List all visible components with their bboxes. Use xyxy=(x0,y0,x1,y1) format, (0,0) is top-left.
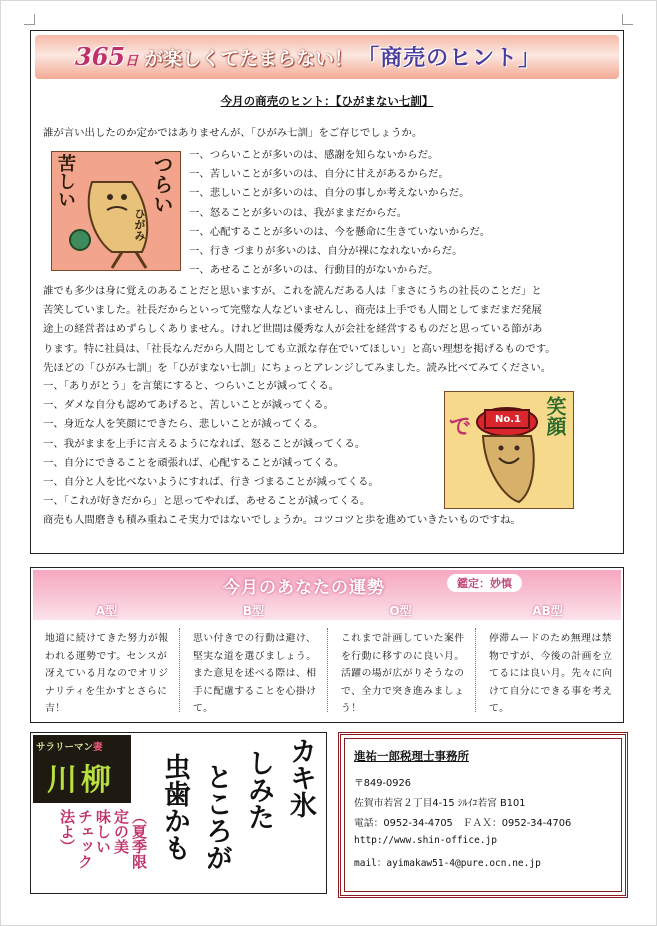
office-address: 佐賀市若宮２丁目4-15 ｼﾙｲｺ若宮 B101 xyxy=(354,798,526,809)
rule-item: 一、苦しいことが多いのは、自分に甘えがあるからだ。 xyxy=(189,168,449,181)
office-name: 進祐一郎税理士事務所 xyxy=(354,749,469,763)
blood-type-o: O型 xyxy=(389,604,412,618)
senryu-logo xyxy=(33,735,131,803)
rule-item: 一、怒ることが多いのは、我がままだからだ。 xyxy=(189,206,408,219)
illus-word-de: で xyxy=(449,415,472,440)
crop-mark xyxy=(24,14,35,25)
fortune-divider xyxy=(179,628,181,712)
business-hint-section xyxy=(30,30,624,554)
poem-line: カキ氷 xyxy=(285,737,316,818)
paragraph-line: 先ほどの「ひがみ七訓」を「ひがまない七訓」にちょっとアレンジしてみました。読み比べてみてください。 xyxy=(43,361,552,374)
poem-note: 定の美 xyxy=(112,809,130,854)
blood-type-tabs xyxy=(33,600,621,622)
rule2-item: 一、身近な人を笑顔にできたら、悲しいことが減ってくる。 xyxy=(43,418,324,431)
crop-mark xyxy=(622,14,633,25)
rule-item: 一、心配することが多いのは、今を懸命に生きていないからだ。 xyxy=(189,225,491,238)
intro-text: 誰が言い出したのか定かではありませんが、「ひがみ七訓」をご存じでしょうか。 xyxy=(43,127,423,139)
paragraph-line: 苦笑していました。社長だからといって完璧な人などいませんし、商売は上手でも人間としてまだまだ発展 xyxy=(43,304,542,317)
banner-hint: 「商売のヒント」 xyxy=(357,46,542,71)
poem-line: 虫歯かも xyxy=(159,753,190,861)
rule-item: 一、悲しいことが多いのは、自分の事しか考えないからだ。 xyxy=(189,187,470,200)
office-zip: 〒849-0926 xyxy=(354,778,411,789)
banner-day: 日 xyxy=(125,54,139,69)
fortune-reader: 鑑定：妙慎 xyxy=(447,574,522,592)
rule-item: 一、行き づまりが多いのは、自分が裸になれないからだ。 xyxy=(189,245,463,258)
poem-note: 法よ） xyxy=(58,809,76,854)
office-info xyxy=(338,732,628,898)
illus-word-egao: 笑顔 xyxy=(543,396,567,436)
fortune-text-a: 地道に続けてきた努力が報われる運勢です。センスが冴えている月なのでオリジナリティを生かすとさらに吉！ xyxy=(45,633,169,714)
higamanai-rules xyxy=(43,377,379,511)
senryu-heading: 川柳 xyxy=(47,763,115,798)
fortune-text-ab: 停滞ムードのため無理は禁物ですが、今後の計画を立てるには良い月。先々に向けて自分にできる事を考えて。 xyxy=(489,633,613,714)
poem-note: （夏季限 xyxy=(130,809,148,869)
rule-item: 一、つらいことが多いのは、感謝を知らないからだ。 xyxy=(189,149,439,161)
poem-line: ところが xyxy=(201,763,232,871)
title-banner xyxy=(35,35,619,79)
fortune-header xyxy=(33,570,621,620)
illus-word-tsurai: つらい xyxy=(150,154,174,214)
banner-number: 365 xyxy=(75,42,126,71)
blood-type-ab: AB型 xyxy=(532,604,563,618)
blood-type-a: A型 xyxy=(95,604,118,618)
senryu-sub-a: サラリーマン xyxy=(36,742,94,753)
fortune-title: 今月のあなたの運勢 xyxy=(223,578,385,598)
illus-word-higami: ひがみ xyxy=(133,208,146,241)
hint-title: 今月の商売のヒント：【ひがまない七訓】 xyxy=(220,94,434,108)
rule2-item: 一、我がままを上手に言えるようになれば、怒ることが減ってくる。 xyxy=(43,437,366,450)
closing-text: 商売も人間磨きも積み重ねこそ実力ではないでしょうか。コツコツと歩を進めていきたいものですね。 xyxy=(43,514,521,526)
rule-item: 一、あせることが多いのは、行動目的がないからだ。 xyxy=(189,264,439,277)
blood-type-b: B型 xyxy=(242,604,265,618)
senryu-sub-b: 妻 xyxy=(93,742,103,753)
office-email[interactable]: mail：ayimakaw51-4@pure.ocn.ne.jp xyxy=(354,858,541,869)
fortune-text-b: 思い付きでの行動は避け、堅実な道を選びましょう。また意見を述べる際は、相手に配慮することを心掛けて。 xyxy=(193,633,317,714)
rule2-item: 一、ダメな自分も認めてあげると、苦しいことが減ってくる。 xyxy=(43,399,334,412)
higami-rules xyxy=(189,146,490,280)
rule2-item: 一、自分と人を比べないようにすれば、行き づまることが減ってくる。 xyxy=(43,476,379,489)
banner-phrase: が楽しくてたまらない！ xyxy=(144,48,354,70)
illus-word-kurushii: 苦しい xyxy=(55,154,76,208)
paragraph-line: 途上の経営者はめずらしくありません。けれど世間は優秀な人が会社を経営するものだと思っている節があ xyxy=(43,323,543,336)
illus-word-no1: No.1 xyxy=(495,414,521,425)
paragraph-line: ります。特に社員は、「社長なんだから人間としても立派な存在でいてほしい」と高い理想を掲げるものです。 xyxy=(43,342,556,355)
fortune-divider xyxy=(327,628,329,712)
rule2-item: 一、自分にできることを頑張れば、心配することが減ってくる。 xyxy=(43,456,345,469)
rule2-item: 一、「ありがとう」を言葉にすると、つらいことが減ってくる。 xyxy=(43,380,340,392)
fortune-section xyxy=(30,567,624,723)
smile-illustration xyxy=(444,391,574,509)
senryu-subtitle xyxy=(36,739,103,753)
fortune-divider xyxy=(475,628,477,712)
office-url[interactable]: http://www.shin-office.jp xyxy=(354,835,497,846)
poem-note: チェック xyxy=(76,809,94,869)
paragraph-line: 誰でも多少は身に覚えのあることだと思いますが、これを読んだある人は「まさにうちの社長のことだ」と xyxy=(43,285,542,297)
rule2-item: 一、「これが好きだから」と思ってやれば、あせることが減ってくる。 xyxy=(43,495,371,508)
poem-note: 味しい xyxy=(94,809,112,854)
fortune-text-o: これまで計画していた案件を行動に移すのに良い月。活躍の場が広がりそうなので、全力で突き進みましょう！ xyxy=(341,633,465,714)
suffering-illustration xyxy=(51,151,181,271)
poem-line: しみた xyxy=(243,749,274,830)
body-paragraph xyxy=(43,282,556,378)
banner-title xyxy=(75,41,541,72)
senryu-section xyxy=(30,732,327,894)
office-phone: 電話：0952-34-4705 ＦＡＸ：0952-34-4706 xyxy=(354,818,572,829)
